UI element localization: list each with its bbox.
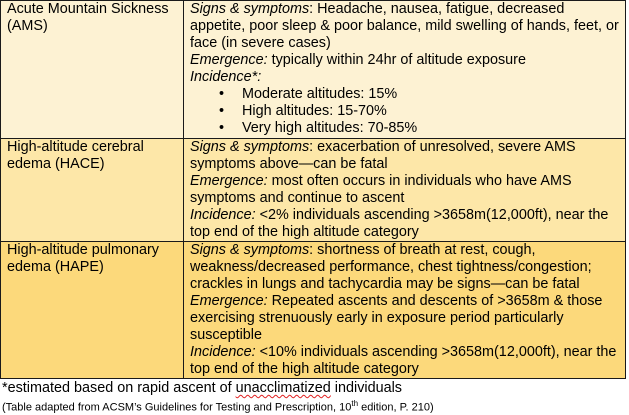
condition-cell	[1, 1, 184, 139]
signs-text: : exacerbation of unresolved, severe AMS symptoms above—can be fatal	[190, 139, 576, 172]
source-note-suffix: edition, P. 210)	[358, 401, 434, 414]
emergence-label: Emergence:	[190, 293, 268, 309]
table-row-ams	[1, 1, 626, 139]
signs-label: Signs & symptoms	[190, 139, 310, 155]
emergence-text: typically within 24hr of altitude exposure	[267, 52, 526, 68]
signs-label: Signs & symptoms	[190, 1, 310, 17]
incidence-text: <10% individuals ascending >3658m(12,000ft), near the top end of the high altitude category	[190, 344, 617, 377]
condition-cell	[1, 242, 184, 379]
emergence-text: Repeated ascents and descents of >3658m & those exercising strenuously early in exposure period particularly susceptible	[190, 293, 603, 343]
list-item: • High altitudes: 15-70%	[242, 103, 619, 120]
condition-name: Acute Mountain Sickness (AMS)	[7, 1, 169, 34]
emergence-label: Emergence:	[190, 52, 268, 68]
list-item: • Moderate altitudes: 15%	[242, 86, 619, 103]
list-item: • Very high altitudes: 70-85%	[242, 120, 619, 137]
source-note	[2, 397, 434, 415]
source-note-prefix: (Table adapted from ACSM’s Guidelines for Testing and Prescription, 10	[2, 401, 352, 414]
incidence-label: Incidence:	[190, 207, 256, 223]
condition-name: High-altitude pulmonary edema (HAPE)	[7, 242, 159, 275]
emergence-text: most often occurs in individuals who have AMS symptoms and continue to ascent	[190, 173, 572, 206]
table-row-hape	[1, 242, 626, 379]
condition-name: High-altitude cerebral edema (HACE)	[7, 139, 144, 172]
signs-text: : shortness of breath at rest, cough, weakness/decreased performance, chest tightness/congestion; crackles in lungs and tachycardia may be signs—can be fatal	[190, 242, 592, 292]
footnote-prefix: *estimated based on rapid ascent of	[2, 380, 236, 396]
footnote-suffix: individuals	[330, 380, 402, 396]
table-row-hace	[1, 139, 626, 242]
source-note-superscript: th	[351, 399, 359, 408]
details-cell	[184, 242, 626, 379]
incidence-text: <2% individuals ascending >3658m(12,000ft), near the top end of the high altitude category	[190, 207, 609, 240]
signs-label: Signs & symptoms	[190, 242, 310, 258]
incidence-label: Incidence*:	[190, 69, 262, 85]
footnote	[2, 380, 402, 397]
details-cell	[184, 139, 626, 242]
details-cell	[184, 1, 626, 139]
incidence-label: Incidence:	[190, 344, 256, 360]
incidence-list	[190, 86, 619, 137]
signs-text: : Headache, nausea, fatigue, decreased appetite, poor sleep & poor balance, mild swelling of hands, feet, or face (in severe cases)	[190, 1, 619, 51]
emergence-label: Emergence:	[190, 173, 268, 189]
footnote-underlined-word: unacclimatized	[235, 380, 331, 396]
condition-cell	[1, 139, 184, 242]
